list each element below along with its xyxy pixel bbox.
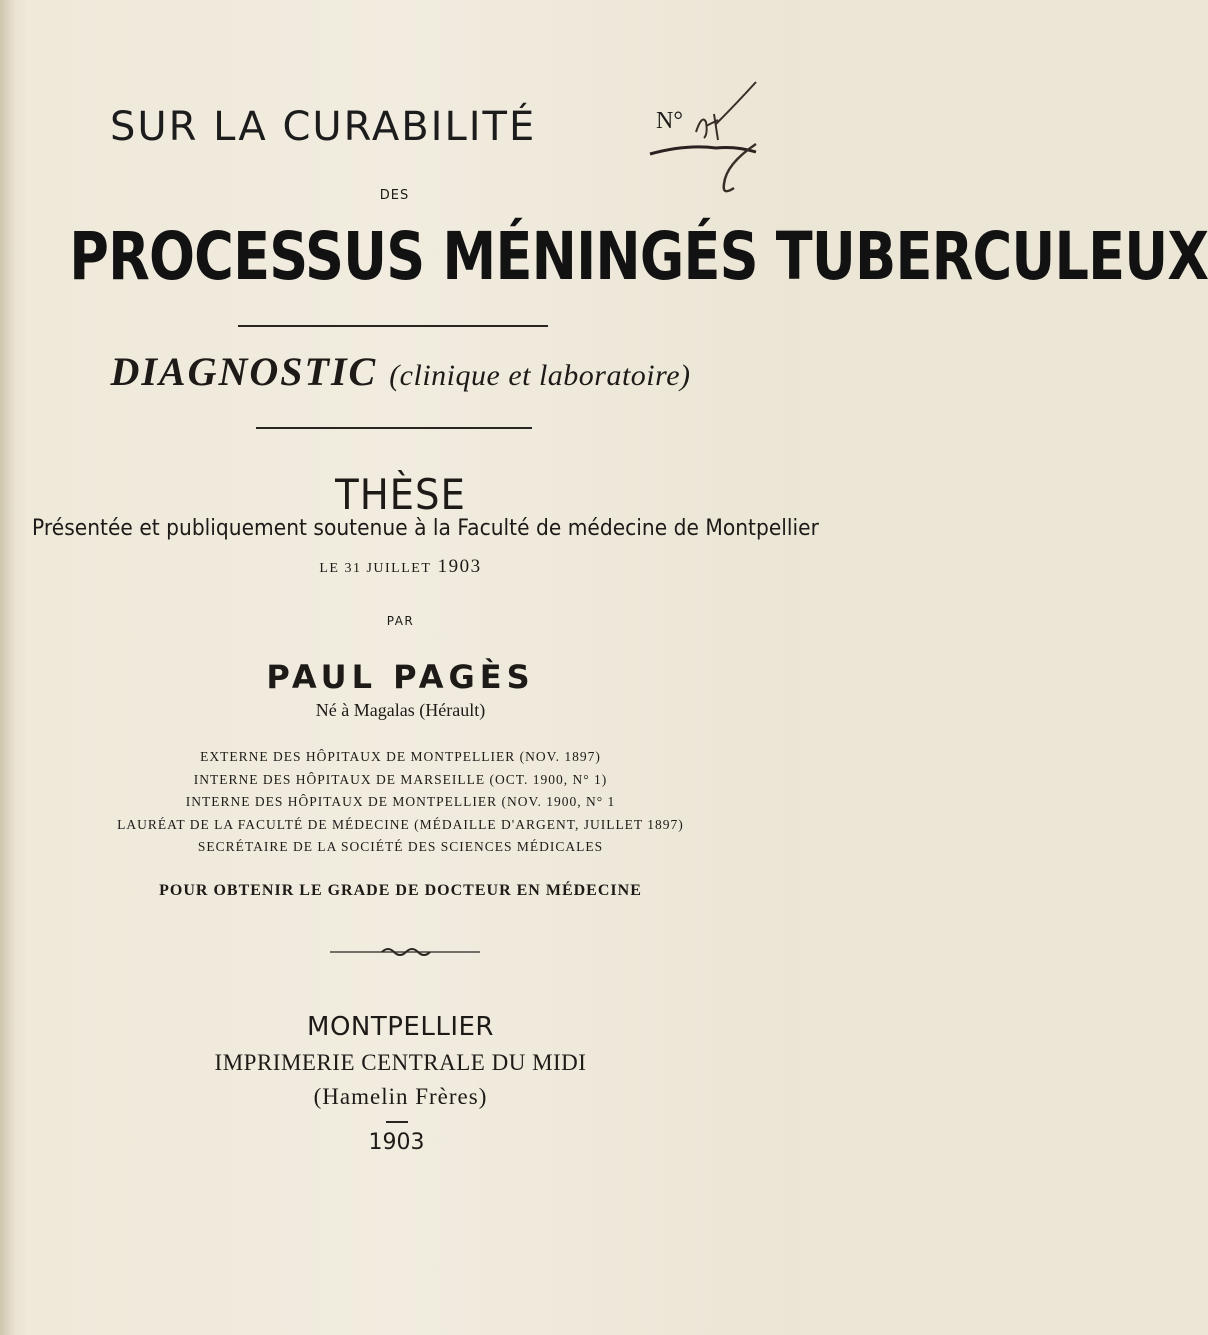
imprint-printer: IMPRIMERIE CENTRALE DU MIDI (214, 1050, 587, 1075)
imprint-city: MONTPELLIER (307, 1012, 494, 1042)
number-label: N° (656, 108, 683, 134)
ornament-divider (330, 944, 480, 958)
diagnostic-qualifier: (clinique et laboratoire) (389, 359, 691, 392)
title-line-1: SUR LA CURABILITÉ (110, 104, 537, 150)
title-line-2: PROCESSUS MÉNINGÉS TUBERCULEUX (69, 218, 1208, 295)
credential-line: SECRÉTAIRE DE LA SOCIÉTÉ DES SCIENCES MÉDICALES (197, 839, 604, 854)
par-label: PAR (386, 614, 415, 628)
author-name: PAUL PAGÈS (266, 658, 535, 696)
degree-purpose: POUR OBTENIR LE GRADE DE DOCTEUR EN MÉDECINE (159, 882, 642, 899)
divider-rule-1 (238, 325, 548, 327)
title-connector: DES (379, 188, 410, 203)
subtitle (0, 348, 801, 395)
credential-line: INTERNE DES HÔPITAUX DE MONTPELLIER (NOV. 1900, N° 1 (185, 794, 616, 809)
author-credentials (40, 746, 761, 859)
divider-rule-3 (386, 1121, 408, 1123)
imprint-year: 1903 (368, 1130, 425, 1155)
divider-rule-2 (256, 427, 532, 429)
imprint-printer-owners: (Hamelin Frères) (313, 1084, 488, 1109)
catalogue-number (656, 108, 683, 135)
these-heading: THÈSE (335, 470, 466, 519)
credential-line: LAURÉAT DE LA FACULTÉ DE MÉDECINE (MÉDAILLE D'ARGENT, JUILLET 1897) (117, 816, 684, 832)
diagnostic-word: DIAGNOSTIC (110, 349, 378, 394)
author-birthplace: Né à Magalas (Hérault) (315, 700, 486, 720)
credential-line: EXTERNE DES HÔPITAUX DE MONTPELLIER (NOV. 1897) (200, 749, 601, 764)
defense-date-text: LE 31 JUILLET (319, 561, 432, 576)
defense-date (0, 556, 801, 578)
defense-statement: Présentée et publiquement soutenue à la Faculté de médecine de Montpellier (32, 516, 819, 541)
defense-date-year: 1903 (437, 556, 482, 577)
credential-line: INTERNE DES HÔPITAUX DE MARSEILLE (OCT. 1900, N° 1) (193, 771, 608, 787)
